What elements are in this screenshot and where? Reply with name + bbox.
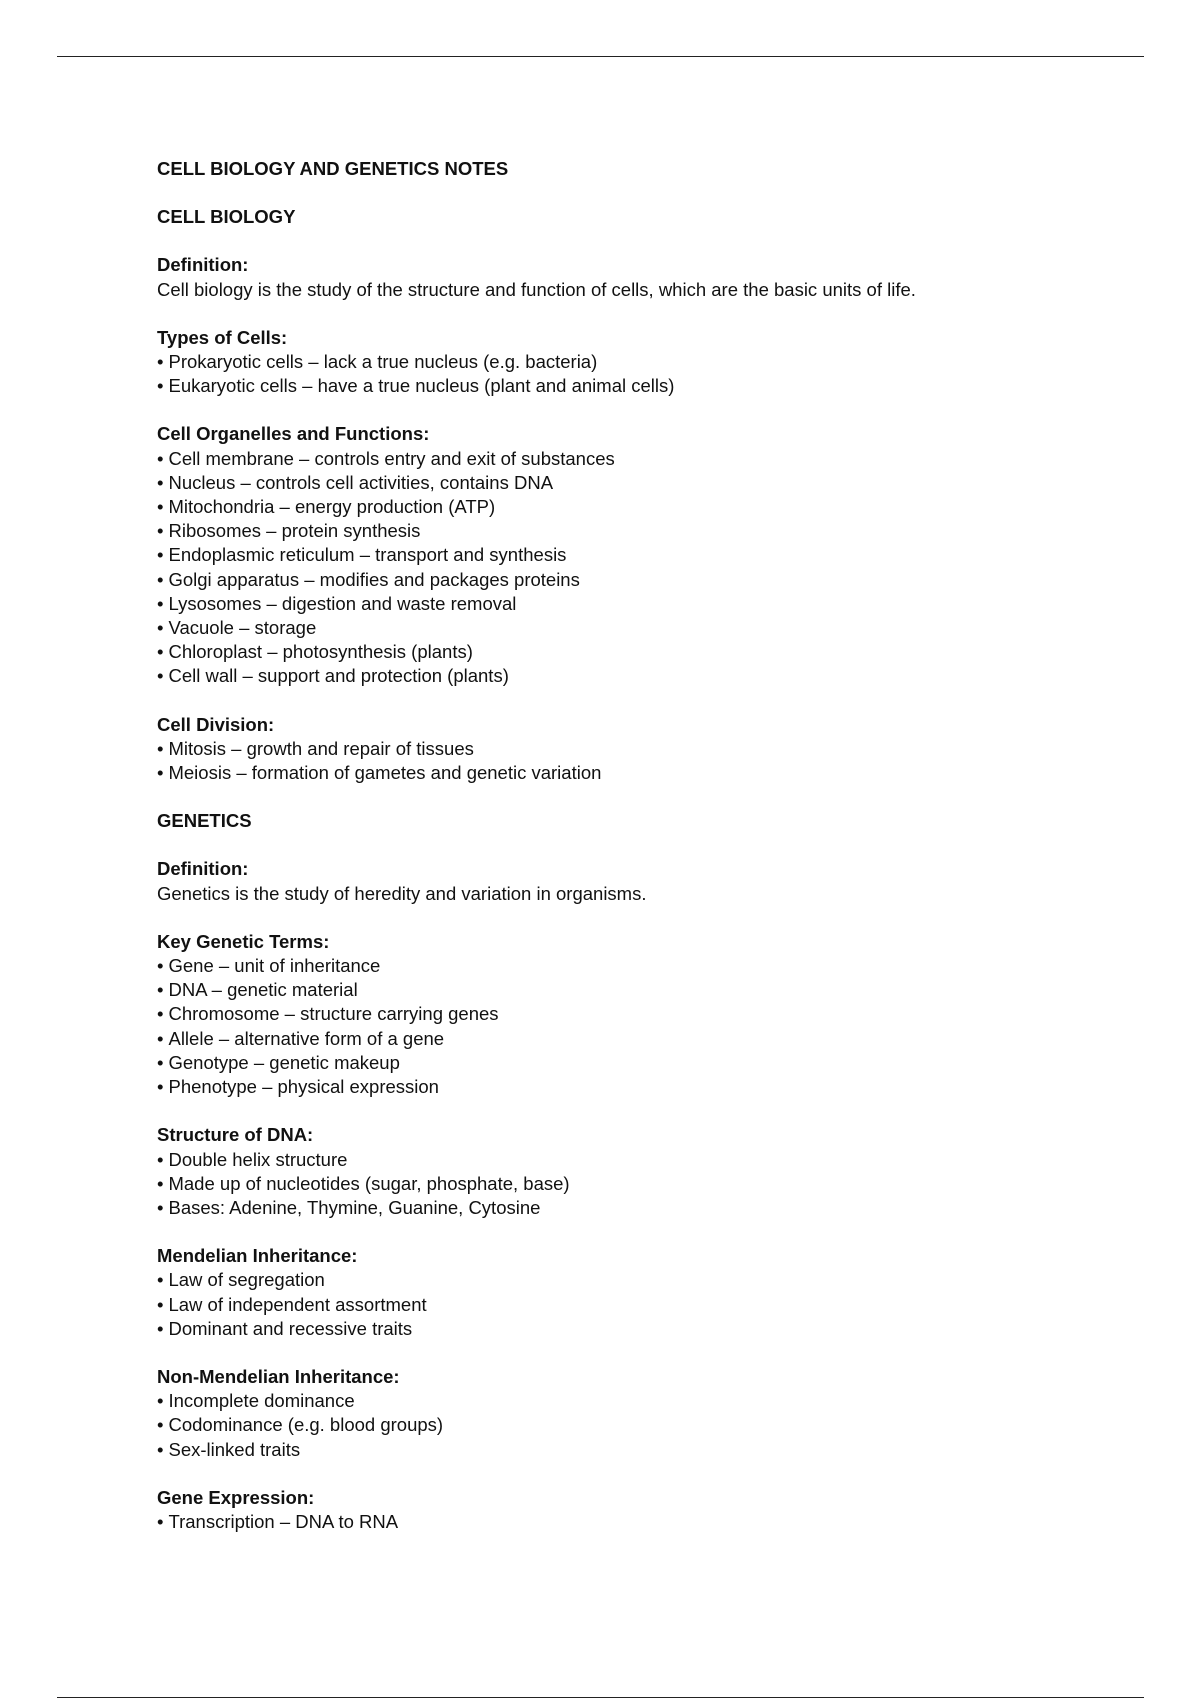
subsection-heading: Key Genetic Terms: — [157, 930, 330, 952]
document-body — [157, 157, 1057, 1534]
document-title: CELL BIOLOGY AND GENETICS NOTES — [157, 158, 509, 179]
subsection-heading: Non-Mendelian Inheritance: — [157, 1365, 400, 1387]
bullet-item: • Genotype – genetic makeup — [157, 1051, 1057, 1075]
bullet-item: • Prokaryotic cells – lack a true nucleus (e.g. bacteria) — [157, 350, 1057, 374]
subsection-heading: Definition: — [157, 858, 249, 880]
subsection-heading: Types of Cells: — [157, 326, 288, 348]
bullet-list — [157, 350, 1057, 398]
bullet-item: • Vacuole – storage — [157, 616, 1057, 640]
bullet-item: • Made up of nucleotides (sugar, phosphate, base) — [157, 1172, 1057, 1196]
bullet-item: • Codominance (e.g. blood groups) — [157, 1413, 1057, 1437]
bullet-item: • Chloroplast – photosynthesis (plants) — [157, 640, 1057, 664]
bullet-item: • Mitochondria – energy production (ATP) — [157, 495, 1057, 519]
bullet-item: • Incomplete dominance — [157, 1389, 1057, 1413]
bullet-item: • Meiosis – formation of gametes and genetic variation — [157, 761, 1057, 785]
bullet-item: • Nucleus – controls cell activities, contains DNA — [157, 471, 1057, 495]
bullet-item: • Lysosomes – digestion and waste removal — [157, 592, 1057, 616]
subsection-heading: Mendelian Inheritance: — [157, 1245, 358, 1267]
bullet-item: • Law of independent assortment — [157, 1293, 1057, 1317]
bullet-item: • Eukaryotic cells – have a true nucleus (plant and animal cells) — [157, 374, 1057, 398]
bullet-item: • Endoplasmic reticulum – transport and synthesis — [157, 543, 1057, 567]
bullet-list — [157, 737, 1057, 785]
bullet-list — [157, 1268, 1057, 1341]
subsection-heading: Gene Expression: — [157, 1486, 315, 1508]
bullet-item: • Phenotype – physical expression — [157, 1075, 1057, 1099]
bullet-item: • Allele – alternative form of a gene — [157, 1027, 1057, 1051]
bullet-item: • DNA – genetic material — [157, 978, 1057, 1002]
bullet-item: • Cell wall – support and protection (plants) — [157, 664, 1057, 688]
bullet-item: • Double helix structure — [157, 1148, 1057, 1172]
sections-container — [157, 205, 1057, 1534]
bullet-item: • Law of segregation — [157, 1268, 1057, 1292]
bullet-list — [157, 1148, 1057, 1221]
bullet-item: • Cell membrane – controls entry and exit of substances — [157, 447, 1057, 471]
section-heading: CELL BIOLOGY — [157, 206, 296, 228]
bullet-item: • Dominant and recessive traits — [157, 1317, 1057, 1341]
bullet-list — [157, 1389, 1057, 1462]
header-rule — [57, 56, 1144, 57]
bullet-item: • Golgi apparatus – modifies and packages proteins — [157, 568, 1057, 592]
subsection-heading: Cell Organelles and Functions: — [157, 423, 430, 445]
subsection-heading: Cell Division: — [157, 713, 275, 735]
subsection-heading: Definition: — [157, 254, 249, 276]
definition-text: Genetics is the study of heredity and variation in organisms. — [157, 882, 647, 904]
bullet-item: • Chromosome – structure carrying genes — [157, 1002, 1057, 1026]
definition-text: Cell biology is the study of the structure and function of cells, which are the basic units of life. — [157, 278, 916, 300]
bullet-item: • Mitosis – growth and repair of tissues — [157, 737, 1057, 761]
bullet-item: • Transcription – DNA to RNA — [157, 1510, 1057, 1534]
bullet-list — [157, 954, 1057, 1099]
bullet-item: • Bases: Adenine, Thymine, Guanine, Cytosine — [157, 1196, 1057, 1220]
bullet-list — [157, 447, 1057, 689]
bullet-item: • Ribosomes – protein synthesis — [157, 519, 1057, 543]
footer-rule — [57, 1697, 1144, 1698]
bullet-item: • Sex-linked traits — [157, 1438, 1057, 1462]
subsection-heading: Structure of DNA: — [157, 1124, 314, 1146]
bullet-item: • Gene – unit of inheritance — [157, 954, 1057, 978]
bullet-list — [157, 1510, 1057, 1534]
section-heading: GENETICS — [157, 810, 252, 832]
